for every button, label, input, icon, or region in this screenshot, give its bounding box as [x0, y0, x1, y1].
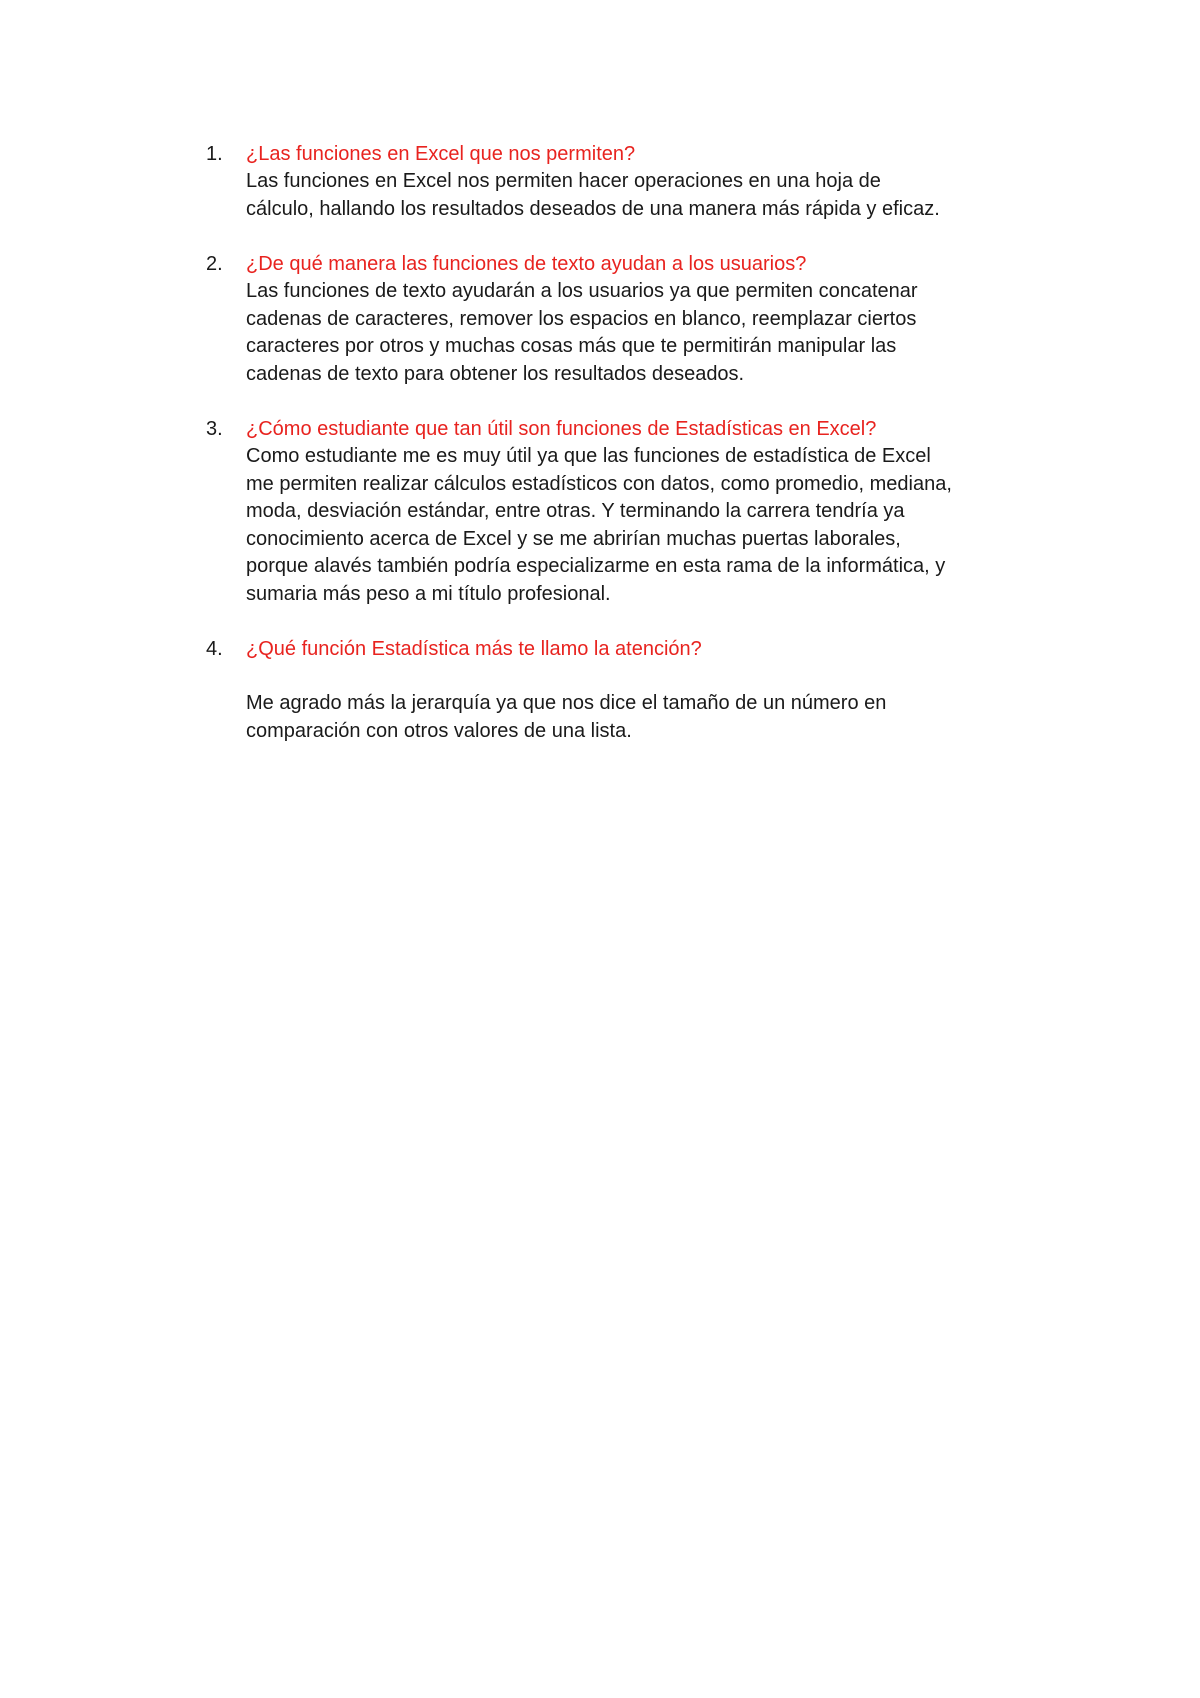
question-text: ¿Las funciones en Excel que nos permiten? — [246, 143, 636, 165]
question-text: ¿De qué manera las funciones de texto ayudan a los usuarios? — [246, 253, 807, 275]
question-text: ¿Cómo estudiante que tan útil son funciones de Estadísticas en Excel? — [246, 418, 877, 440]
answer-text: Las funciones de texto ayudarán a los usuarios ya que permiten concatenar cadenas de caracteres, remover los espacios en blanco, reemplazar ciertos caracteres por otros y muchas cosas más que te permitirán manipular las cadenas de texto para obtener los resultados deseados. — [246, 280, 918, 385]
answer-text: Como estudiante me es muy útil ya que las funciones de estadística de Excel me permiten realizar cálculos estadísticos con datos, como promedio, mediana, moda, desviación estándar, entre otras. Y terminando la carrera tendría ya conocimiento acerca de Excel y se me abrirían muchas puertas laborales, porque alavés también podría especializarme en esta rama de la informática, y sumaria más peso a mi título profesional. — [246, 445, 952, 605]
answer-text: Las funciones en Excel nos permiten hacer operaciones en una hoja de cálculo, hallando los resultados deseados de una manera más rápida y eficaz. — [246, 170, 940, 220]
answer-text: Me agrado más la jerarquía ya que nos dice el tamaño de un número en comparación con otros valores de una lista. — [246, 692, 887, 742]
list-item — [206, 250, 1056, 388]
list-item — [206, 635, 1056, 745]
item-number: 2. — [206, 253, 223, 275]
list-item — [206, 140, 1056, 223]
question-list — [206, 140, 1056, 772]
item-number: 4. — [206, 638, 223, 660]
question-text: ¿Qué función Estadística más te llamo la atención? — [246, 638, 702, 660]
item-number: 1. — [206, 143, 223, 165]
list-item — [206, 415, 1056, 608]
item-number: 3. — [206, 418, 223, 440]
